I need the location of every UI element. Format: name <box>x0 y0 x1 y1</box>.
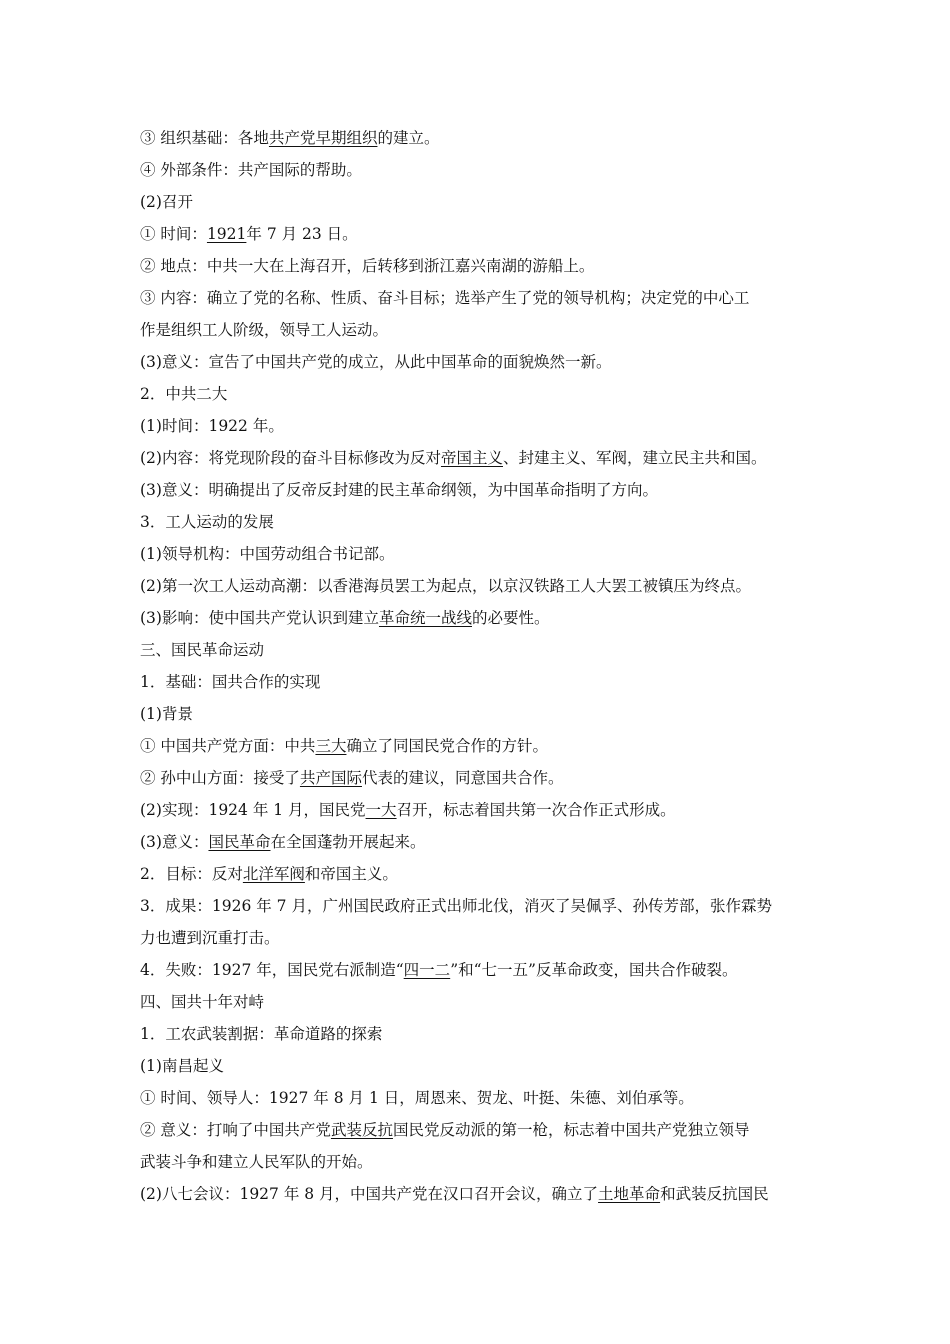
text-line-l23 <box>140 826 830 858</box>
underlined-answer: 共产党早期组织 <box>268 129 378 147</box>
text-line-l15 <box>140 570 830 602</box>
text-segment: 和帝国主义。 <box>304 865 398 883</box>
underlined-answer: 四一二 <box>403 961 451 979</box>
text-segment: 和武装反抗国民 <box>660 1185 769 1203</box>
underlined-answer: 一大 <box>365 801 397 819</box>
text-segment: (3)意义：宣告了中国共产党的成立，从此中国革命的面貌焕然一新。 <box>140 353 612 371</box>
text-segment: ”和“七一五”反革命政变，国共合作破裂。 <box>450 961 738 979</box>
text-segment: ① 时间、领导人：1927 年 8 月 1 日，周恩来、贺龙、叶挺、朱德、刘伯承等。 <box>140 1089 694 1107</box>
text-segment: (2)第一次工人运动高潮：以香港海员罢工为起点，以京汉铁路工人大罢工被镇压为终点。 <box>140 577 751 595</box>
text-segment: 、封建主义、军阀，建立民主共和国。 <box>502 449 767 467</box>
text-segment: (3)影响：使中国共产党认识到建立 <box>140 609 379 627</box>
text-line-l16 <box>140 602 830 634</box>
text-segment: ③ 内容：确立了党的名称、性质、奋斗目标；选举产生了党的领导机构；决定党的中心工 <box>140 289 750 307</box>
text-line-l02 <box>140 154 830 186</box>
text-segment: ② 地点：中共一大在上海召开，后转移到浙江嘉兴南湖的游船上。 <box>140 257 595 275</box>
text-segment: ② 孙中山方面：接受了 <box>140 769 300 787</box>
text-line-l19 <box>140 698 830 730</box>
underlined-answer: 帝国主义 <box>440 449 503 467</box>
underlined-answer: 武装反抗 <box>330 1121 393 1139</box>
text-line-l32 <box>140 1114 830 1146</box>
underlined-answer: 共产国际 <box>299 769 362 787</box>
text-segment: 4．失败：1927 年，国民党右派制造“ <box>140 961 404 979</box>
text-line-l28 <box>140 986 830 1018</box>
text-line-l11 <box>140 442 830 474</box>
underlined-answer: 国民革命 <box>208 833 271 851</box>
text-line-l31 <box>140 1082 830 1114</box>
text-line-l12 <box>140 474 830 506</box>
text-line-l34 <box>140 1178 830 1210</box>
text-line-l25 <box>140 890 830 922</box>
text-line-l20 <box>140 730 830 762</box>
text-line-l29 <box>140 1018 830 1050</box>
text-segment: ④ 外部条件：共产国际的帮助。 <box>140 161 362 179</box>
text-segment: ② 意义：打响了中国共产党 <box>140 1121 331 1139</box>
text-line-l18 <box>140 666 830 698</box>
text-line-l33 <box>140 1146 830 1178</box>
underlined-answer: 革命统一战线 <box>378 609 472 627</box>
text-segment: (1)时间：1922 年。 <box>140 417 284 435</box>
text-segment: 1．工农武装割据：革命道路的探索 <box>140 1025 383 1043</box>
text-line-l22 <box>140 794 830 826</box>
text-segment: 代表的建议，同意国共合作。 <box>361 769 564 787</box>
text-line-l04 <box>140 218 830 250</box>
text-segment: ① 中国共产党方面：中共 <box>140 737 316 755</box>
text-segment: 在全国蓬勃开展起来。 <box>270 833 426 851</box>
text-line-l30 <box>140 1050 830 1082</box>
text-line-l17 <box>140 634 830 666</box>
underlined-answer: 北洋军阀 <box>242 865 305 883</box>
text-segment: 力也遭到沉重打击。 <box>140 929 280 947</box>
text-segment: 国民党反动派的第一枪，标志着中国共产党独立领导 <box>392 1121 750 1139</box>
text-segment: (3)意义： <box>140 833 209 851</box>
underlined-answer: 1921 <box>206 225 247 243</box>
text-segment: ③ 组织基础：各地 <box>140 129 269 147</box>
text-line-l24 <box>140 858 830 890</box>
text-line-l13 <box>140 506 830 538</box>
text-line-l14 <box>140 538 830 570</box>
text-segment: 1．基础：国共合作的实现 <box>140 673 321 691</box>
text-segment: 三、国民革命运动 <box>140 641 265 659</box>
text-segment: 3．工人运动的发展 <box>140 513 274 531</box>
text-line-l06 <box>140 282 830 314</box>
text-line-l26 <box>140 922 830 954</box>
text-line-l27 <box>140 954 830 986</box>
text-segment: 年 7 月 23 日。 <box>246 225 358 243</box>
text-line-l09 <box>140 378 830 410</box>
text-segment: 作是组织工人阶级，领导工人运动。 <box>140 321 389 339</box>
text-segment: 的建立。 <box>377 129 440 147</box>
text-line-l05 <box>140 250 830 282</box>
text-line-l07 <box>140 314 830 346</box>
underlined-answer: 土地革命 <box>598 1185 661 1203</box>
text-segment: (2)召开 <box>140 193 193 211</box>
text-segment: 2．中共二大 <box>140 385 228 403</box>
text-segment: 武装斗争和建立人民军队的开始。 <box>140 1153 373 1171</box>
underlined-answer: 三大 <box>315 737 347 755</box>
text-segment: (2)八七会议：1927 年 8 月，中国共产党在汉口召开会议，确立了 <box>140 1185 599 1203</box>
text-segment: 3．成果：1926 年 7 月，广州国民政府正式出师北伐，消灭了吴佩孚、孙传芳部，张作霖势 <box>140 897 772 915</box>
text-segment: ① 时间： <box>140 225 207 243</box>
text-line-l01 <box>140 122 830 154</box>
text-segment: (1)领导机构：中国劳动组合书记部。 <box>140 545 395 563</box>
text-segment: 召开，标志着国共第一次合作正式形成。 <box>396 801 676 819</box>
text-segment: 确立了同国民党合作的方针。 <box>346 737 548 755</box>
text-line-l03 <box>140 186 830 218</box>
text-segment: (2)内容：将党现阶段的奋斗目标修改为反对 <box>140 449 441 467</box>
text-segment: (1)南昌起义 <box>140 1057 224 1075</box>
text-line-l21 <box>140 762 830 794</box>
text-segment: 2．目标：反对 <box>140 865 243 883</box>
text-segment: 的必要性。 <box>471 609 550 627</box>
text-segment: 四、国共十年对峙 <box>140 993 265 1011</box>
text-line-l10 <box>140 410 830 442</box>
document-body <box>140 122 830 1210</box>
text-line-l08 <box>140 346 830 378</box>
text-segment: (2)实现：1924 年 1 月，国民党 <box>140 801 366 819</box>
text-segment: (3)意义：明确提出了反帝反封建的民主革命纲领，为中国革命指明了方向。 <box>140 481 658 499</box>
text-segment: (1)背景 <box>140 705 193 723</box>
